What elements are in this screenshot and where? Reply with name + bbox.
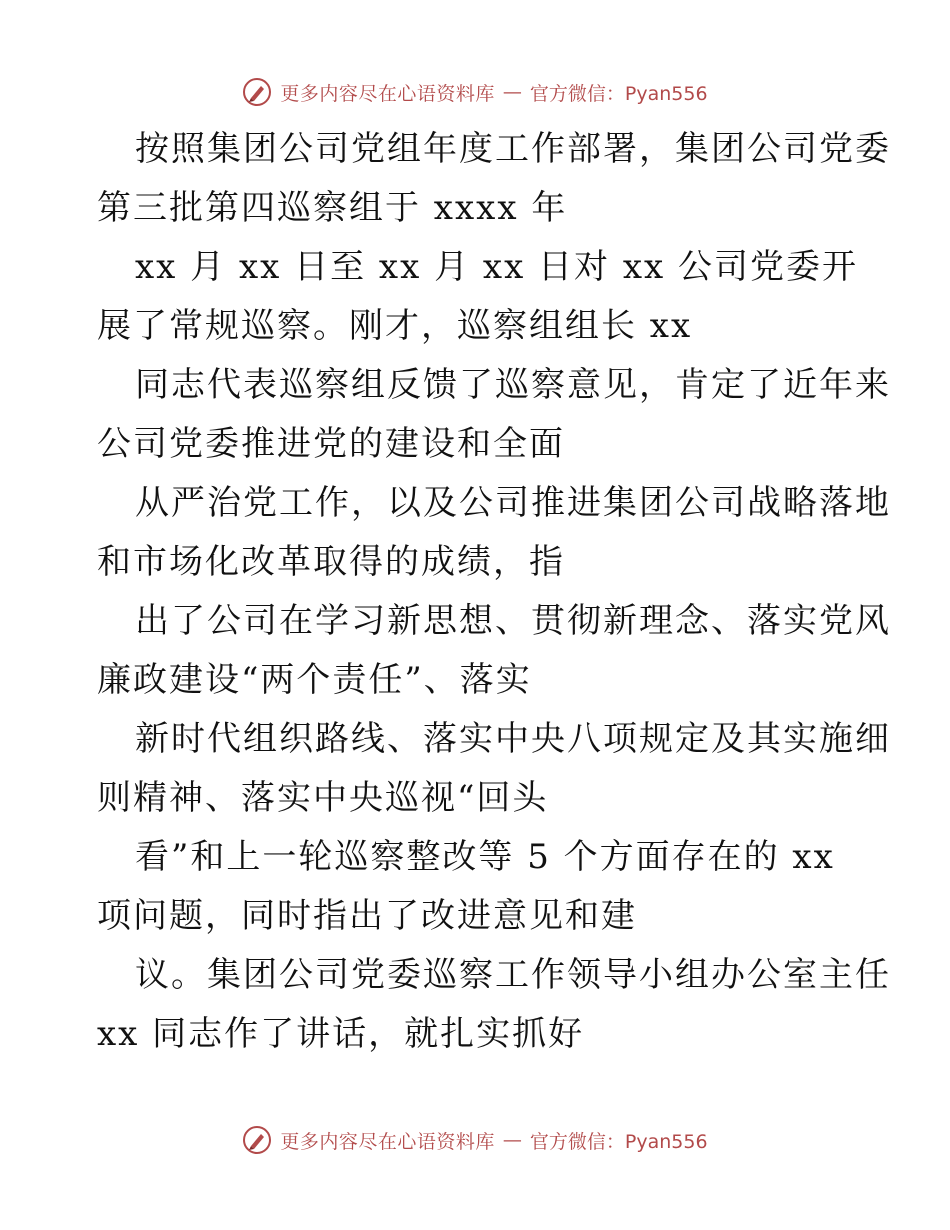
text-line: 展了常规巡察。刚才，巡察组组长 xx [97,306,693,346]
text-line: 第三批第四巡察组于 xxxx 年 [97,188,568,228]
header-banner [0,72,950,112]
banner-text: 更多内容尽在心语资料库 [280,1130,495,1153]
text-line: 议。集团公司党委巡察工作领导小组办公室主任 [135,955,891,995]
text-line: 项问题，同时指出了改进意见和建 [97,896,637,936]
banner-separator: — [502,81,522,103]
text-line: 同志代表巡察组反馈了巡察意见，肯定了近年来 [135,365,891,405]
text-line: 从严治党工作，以及公司推进集团公司战略落地 [135,483,891,523]
text-line: 新时代组织路线、落实中央八项规定及其实施细 [135,719,891,759]
pen-logo-icon [242,77,272,107]
footer-banner [0,1120,950,1160]
pen-logo-icon [242,1125,272,1155]
text-line: 看”和上一轮巡察整改等 5 个方面存在的 xx [135,837,835,877]
text-line: xx 月 xx 日至 xx 月 xx 日对 xx 公司党委开 [135,247,859,287]
banner-wechat: 官方微信：Pyan556 [529,82,708,105]
text-line: 出了公司在学习新思想、贯彻新理念、落实党风 [135,601,891,641]
banner-separator: — [502,1129,522,1151]
text-line: 和市场化改革取得的成绩，指 [97,542,565,582]
text-line: 则精神、落实中央巡视“回头 [97,778,549,818]
text-line: 按照集团公司党组年度工作部署，集团公司党委 [135,129,891,169]
text-line: 廉政建设“两个责任”、落实 [97,660,532,700]
banner-text: 更多内容尽在心语资料库 [280,82,495,105]
text-line: xx 同志作了讲话，就扎实抓好 [97,1014,585,1054]
document-body [97,120,891,1064]
text-line: 公司党委推进党的建设和全面 [97,424,565,464]
banner-wechat: 官方微信：Pyan556 [529,1130,708,1153]
